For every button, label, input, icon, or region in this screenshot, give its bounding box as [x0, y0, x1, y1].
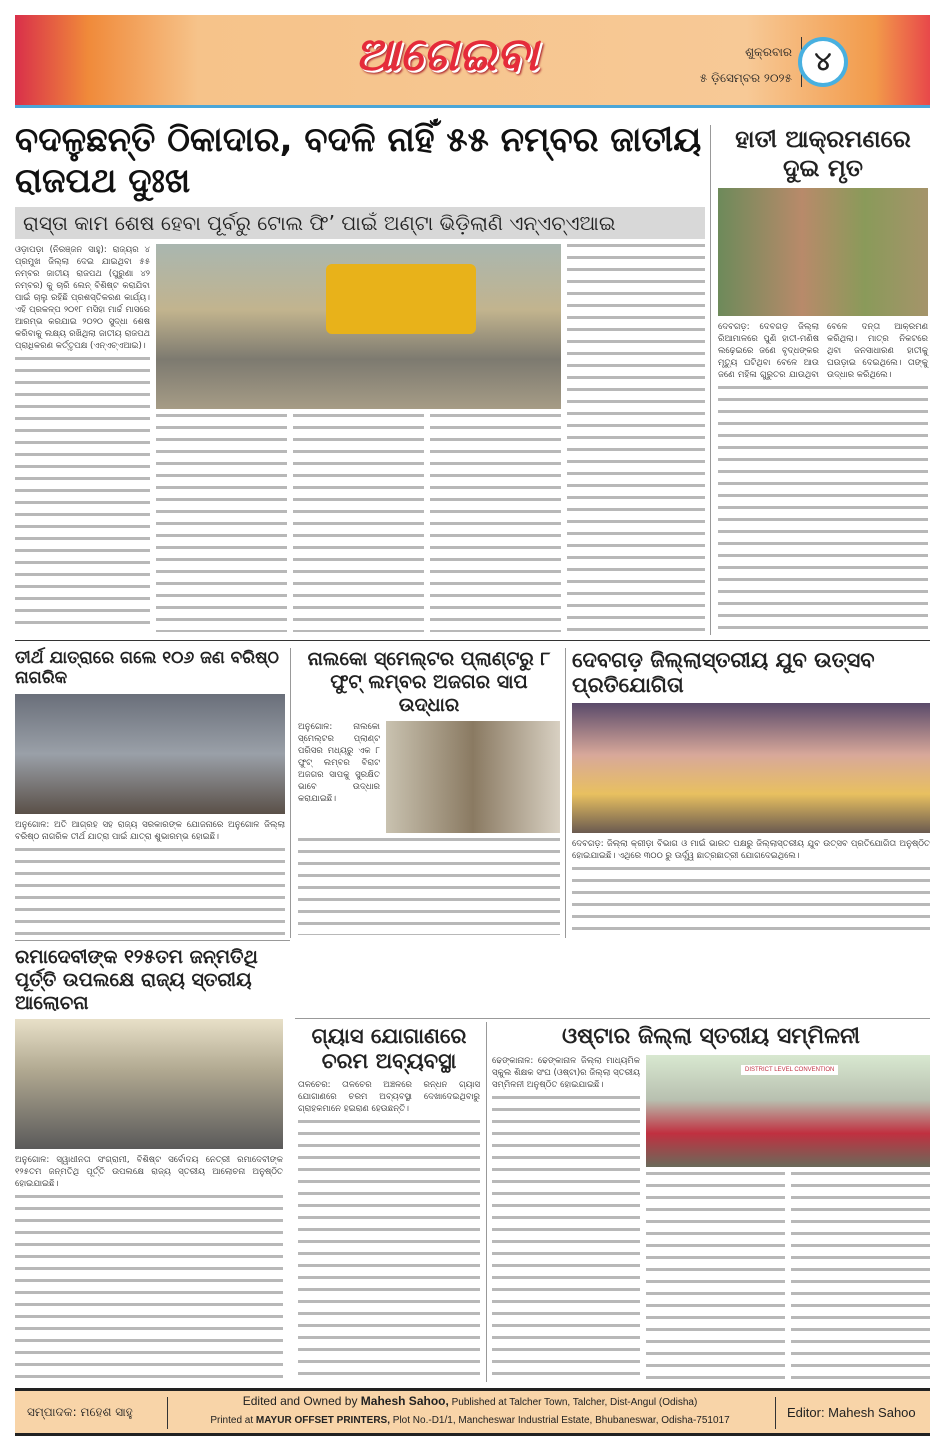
excavator-shape [326, 264, 476, 334]
text-column [298, 1120, 480, 1380]
text-column [15, 848, 285, 935]
editor-odia: ସମ୍ପାଦକ: ମହେଶ ସାହୁ [27, 1405, 133, 1419]
masthead [15, 15, 930, 108]
footer-imprint [15, 1388, 930, 1436]
side-headline: ହାତୀ ଆକ୍ରମଣରେ ଦୁଇ ମୃତ [735, 125, 911, 182]
press-name: MAYUR OFFSET PRINTERS, [255, 1415, 391, 1426]
convention-photo [646, 1055, 930, 1167]
road-construction-photo [156, 244, 561, 409]
story-headline: ନାଲକୋ ସ୍ମେଲ୍ଟର ପ୍ଲାଣ୍ଟରୁ ୮ ଫୁଟ୍ ଲମ୍ବର ଅଜଗର ସାପ ଉଦ୍ଧାର [307, 648, 551, 716]
side-body: ଦେବଗଡ଼: ଦେବଗଡ଼ ଜିଲ୍ଲା ରିଆମାଳରେ ପୁଣି ହାତୀ-ମଣିଷ ଲଢ଼େଇରେ ଜଣେ ବୃଦ୍ଧଙ୍କର ମୃତ୍ୟୁ ଘଟିଥିବା ବେଳେ ଆଉ ଜଣେ ମହିଳା ଗୁରୁତର ଯାଉଥିବା ବେଳେ ଦନ୍ତା ଆକ୍ରମଣ କରିଥିଲା। ମାତ୍ର ନିକଟରେ ଥିବା ଜନସାଧାରଣ ହାତୀକୁ ଘଉଡ଼ାଇ ଦେଇଥିଲେ। ତାଙ୍କୁ ଉଦ୍ଧାର କରିଥିଲେ। [718, 321, 928, 380]
section-rule [15, 640, 930, 641]
youth-festival-photo [572, 703, 930, 833]
text-column [791, 1172, 930, 1380]
imprint-line-2 [175, 1414, 765, 1427]
elephant-attack-photo [718, 188, 928, 316]
column-rule [486, 1022, 487, 1382]
youth-festival-story [572, 648, 930, 935]
owner-name: Mahesh Sahoo, [360, 1394, 449, 1408]
python-story [298, 648, 560, 935]
section-rule [295, 1018, 930, 1019]
story-body: ତାଳଚେର: ତାଳଚେର ଅଞ୍ଚଳରେ ରନ୍ଧନ ଗ୍ୟାସ ଯୋଗାଣରେ ଚରମ ଅବ୍ୟବସ୍ଥା ଦେଖାଦେଇଥିବାରୁ ଗ୍ରାହକମାନେ ହଇରାଣ ହେଉଛନ୍ତି। [298, 1080, 480, 1115]
lead-story [15, 120, 705, 632]
text-column [15, 1195, 283, 1380]
convention-banner: DISTRICT LEVEL CONVENTION [741, 1065, 838, 1075]
divider [167, 1397, 168, 1429]
text-column [293, 414, 424, 632]
pilgrims-photo [15, 694, 285, 814]
lead-body: ଓଡ଼ାପଡ଼ା (ନିରଞ୍ଜନ ସାହୁ): ରାଜ୍ୟର ୪ ପ୍ରମୁଖ ଜିଲ୍ଲା ଦେଇ ଯାଇଥିବା ୫୫ ନମ୍ବର ଜାତୀୟ ରାଜପଥ (ପୁରୁଣା ୪୨ ନମ୍ବର) କୁ ଚାରି ଲେନ୍ ବିଶିଷ୍ଟ କରାଯିବା ପାଇଁ ଚାଲୁ ରହିଛି ପ୍ରଶସ୍ତିକରଣ କାର୍ଯ୍ୟ। ଏହି ପ୍ରକଳ୍ପ ୨୦୧୮ ମସିହା ମାର୍ଚ୍ଚ ମାସରେ ଆରମ୍ଭ କରଯାଇ ୨୦୨୦ ସୁଦ୍ଧା ଶେଷ କରିବାକୁ ଲକ୍ଷ୍ୟ ରଖିଥିଲା ଜାତୀୟ ରାଜପଥ ପ୍ରାଧିକରଣ କର୍ତ୍ତୃପକ୍ଷ (ଏନ୍‌ଏଚ୍‌ଏଆଇ)। [15, 244, 150, 351]
text-column [156, 414, 287, 632]
gas-supply-story [298, 1024, 480, 1380]
story-body: ଢେଙ୍କାନାଳ: ଢେଙ୍କାନାଳ ଜିଲ୍ଲା ମାଧ୍ୟମିକ ସ୍କୁଲ ଶିକ୍ଷକ ସଂଘ (ଓଷ୍ଟା)ର ଜିଲ୍ଲା ସ୍ତରୀୟ ସମ୍ମିଳନୀ ଅନୁଷ୍ଠିତ ହୋଇଯାଇଛି। [492, 1056, 640, 1091]
story-body: ଦେବଗଡ଼: ଜିଲ୍ଲା କ୍ରୀଡ଼ା ବିଭାଗ ଓ ମାଇଁ ଭାରତ ପକ୍ଷରୁ ଜିଲ୍ଲାସ୍ତରୀୟ ଯୁବ ଉତ୍ସବ ପ୍ରତିଯୋଗିତା ଅନୁଷ୍ଠିତ ହୋଇଯାଇଛି। ଏଥିରେ ୩୦୦ ରୁ ଊର୍ଦ୍ଧ୍ୱ ଛାତ୍ରଛାତ୍ରୀ ଯୋଗଦେଇଥିଲେ। [572, 839, 930, 862]
text: Edited and Owned by [242, 1394, 361, 1408]
python-rescue-photo [386, 721, 560, 833]
text-column [572, 867, 930, 935]
column-rule [290, 648, 291, 938]
imprint-line-1 [175, 1394, 765, 1410]
issue-date: ୫ ଡ଼ିସେମ୍ବର ୨୦୨୫ [699, 71, 792, 85]
ramadevi-story [15, 946, 283, 1380]
text-column [718, 386, 928, 632]
text: Plot No.-D1/1, Mancheswar Industrial Estate, Bhubaneswar, Odisha-751017 [390, 1415, 730, 1426]
story-headline: ରମାଦେବୀଙ୍କ ୧୨୫ତମ ଜନ୍ମତିଥି ପୂର୍ତ୍ତି ଉପଲକ୍ଷେ ରାଜ୍ୟ ସ୍ତରୀୟ ଆଲୋଚନା [15, 946, 258, 1014]
page-number: ୪ [798, 37, 848, 87]
story-headline: ତୀର୍ଥ ଯାତ୍ରାରେ ଗଲେ ୧୦୬ ଜଣ ବରିଷ୍ଠ ନାଗରିକ [15, 648, 279, 689]
editor-english: Editor: Mahesh Sahoo [787, 1405, 916, 1420]
text: Printed at [210, 1415, 256, 1426]
text-column [492, 1096, 640, 1380]
text-column [430, 414, 561, 632]
seminar-photo [15, 1019, 283, 1149]
story-headline: ଓଷ୍ଟାର ଜିଲ୍ଲା ସ୍ତରୀୟ ସମ୍ମିଳନୀ [562, 1024, 860, 1049]
text-column [15, 357, 150, 632]
divider [775, 1397, 776, 1429]
story-headline: ଗ୍ୟାସ ଯୋଗାଣରେ ଚରମ ଅବ୍ୟବସ୍ଥା [311, 1024, 467, 1074]
story-body: ଅନୁଗୋଳ: ଅତି ଆଗ୍ରହ ସହ ରାଜ୍ୟ ସରକାରଙ୍କ ଯୋଜନାରେ ଅନୁଗୋଳ ଜିଲ୍ଲା ବରିଷ୍ଠ ନାଗରିକ ତୀର୍ଥ ଯାତ୍ରା ପାଇଁ ଯାତ୍ରା ଶୁଭାରମ୍ଭ ହୋଇଛି। [15, 819, 285, 842]
weekday: ଶୁକ୍ରବାର [745, 45, 792, 59]
column-rule [710, 125, 711, 635]
lead-subheadline: ରାସ୍ତା କାମ ଶେଷ ହେବା ପୂର୍ବରୁ ଟୋଲ ଫି’ ପାଇଁ ଅଣ୍ଟା ଭିଡ଼ିଲାଣି ଏନ୍‌ଏଚ୍‌ଏଆଇ [15, 207, 705, 239]
column-rule [565, 648, 566, 938]
side-story [718, 125, 928, 632]
story-headline: ଦେବଗଡ଼ ଜିଲ୍ଲାସ୍ତରୀୟ ଯୁବ ଉତ୍ସବ ପ୍ରତିଯୋଗିତା [572, 648, 875, 698]
pilgrimage-story [15, 648, 285, 935]
text: Published at Talcher Town, Talcher, Dist-Angul (Odisha) [448, 1397, 698, 1408]
osta-convention-story [492, 1024, 930, 1380]
text-column [298, 838, 560, 935]
newspaper-logo: ଆଗେଇବା [355, 27, 539, 81]
text-column [567, 244, 705, 632]
section-rule [15, 940, 290, 941]
story-body: ଅନୁଗୋଳ: ସ୍ୱାଧୀନତା ସଂଗ୍ରାମୀ, ବିଶିଷ୍ଟ ସର୍ବୋଦୟ ନେତ୍ରୀ ରମାଦେବୀଙ୍କ ୧୨୫ତମ ଜନ୍ମତିଥି ପୂର୍ତ୍ତି ଉପଲକ୍ଷେ ରାଜ୍ୟ ସ୍ତରୀୟ ଆଲୋଚନା ଅନୁଷ୍ଠିତ ହୋଇଯାଇଛି। [15, 1155, 283, 1190]
text-column [646, 1172, 785, 1380]
story-body: ଅନୁଗୋଳ: ନାଲକୋ ସ୍ମେଲ୍ଟର ପ୍ଲାଣ୍ଟ ପରିସର ମଧ୍ୟରୁ ଏକ ୮ ଫୁଟ୍ ଲମ୍ବର ବିରାଟ ଅଜଗର ସାପକୁ ସୁରକ୍ଷିତ ଭାବେ ଉଦ୍ଧାର କରାଯାଇଛି। [298, 722, 380, 805]
lead-columns [15, 244, 705, 632]
lead-headline: ବଦଳୁଛନ୍ତି ଠିକାଦାର, ବଦଳି ନାହିଁ ୫୫ ନମ୍ବର ଜାତୀୟ ରାଜପଥ ଦୁଃଖ [15, 120, 702, 201]
